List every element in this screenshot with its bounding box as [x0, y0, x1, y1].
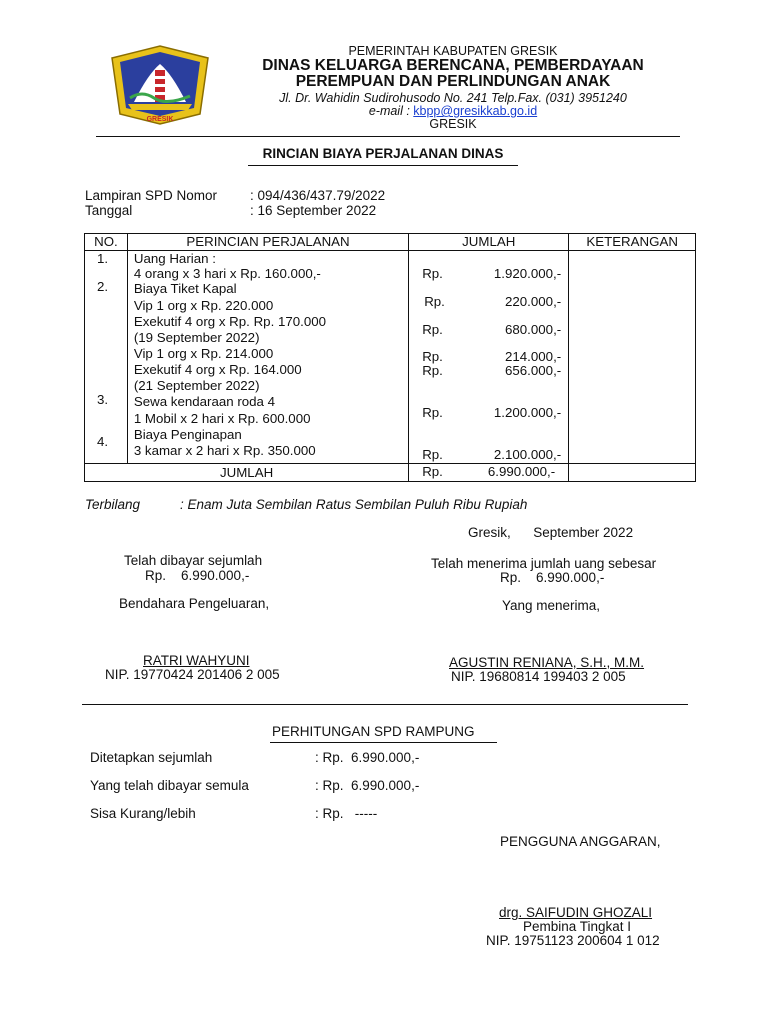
header-keterangan: KETERANGAN	[569, 234, 696, 251]
header-address: Jl. Dr. Wahidin Sudirohusodo No. 241 Telp.Fax. (031) 3951240	[279, 91, 627, 105]
total-amount: 6.990.000,-	[487, 464, 556, 479]
total-keterangan-cell	[569, 464, 696, 482]
left-sign-line1: Telah dibayar sejumlah	[124, 553, 263, 568]
detail-line: (21 September 2022)	[133, 378, 260, 393]
header-email	[230, 104, 676, 118]
header-line2: DINAS KELUARGA BERENCANA, PEMBERDAYAAN	[262, 57, 644, 74]
svg-text:GRESIK: GRESIK	[146, 116, 174, 123]
rampung-value: : Rp. 6.990.000,-	[315, 750, 420, 765]
rampung-value: : Rp. 6.990.000,-	[315, 778, 420, 793]
detail-line: Exekutif 4 org x Rp. 164.000	[133, 362, 302, 377]
tanggal-value: : 16 September 2022	[250, 203, 377, 218]
right-sign-line2: Rp. 6.990.000,-	[500, 570, 605, 585]
currency-label: Rp.	[422, 405, 443, 420]
row-number: 3.	[97, 392, 109, 407]
detail-line: Exekutif 4 org x Rp. Rp. 170.000	[133, 314, 327, 329]
rampung-label: Yang telah dibayar semula	[90, 778, 249, 793]
amount-value: 1.920.000,-	[493, 266, 562, 281]
total-currency: Rp.	[422, 464, 443, 479]
left-sign-nip: NIP. 19770424 201406 2 005	[105, 667, 280, 682]
row-number: 1.	[97, 251, 109, 266]
lampiran-label: Lampiran SPD Nomor	[85, 188, 218, 203]
detail-line: Vip 1 org x Rp. 214.000	[133, 346, 274, 361]
row-number: 4.	[97, 434, 109, 449]
rampung-value: : Rp. -----	[315, 806, 378, 821]
header-perincian: PERINCIAN PERJALANAN	[127, 234, 408, 251]
detail-line: 1 Mobil x 2 hari x Rp. 600.000	[133, 411, 311, 426]
tanggal-label: Tanggal	[85, 203, 133, 218]
amount-value: 214.000,-	[505, 349, 562, 364]
header-divider	[96, 136, 680, 137]
terbilang-value: : Enam Juta Sembilan Ratus Sembilan Puluh Ribu Rupiah	[180, 497, 528, 512]
header-line3: PEREMPUAN DAN PERLINDUNGAN ANAK	[295, 73, 611, 90]
detail-line: Sewa kendaraan roda 4	[133, 394, 276, 409]
pengguna-name: drg. SAIFUDIN GHOZALI	[499, 905, 653, 920]
detail-line: Uang Harian :	[133, 251, 216, 266]
detail-line: (19 September 2022)	[133, 330, 260, 345]
right-sign-role: Yang menerima,	[502, 598, 601, 613]
left-sign-name: RATRI WAHYUNI	[143, 653, 250, 668]
lampiran-value: : 094/436/437.79/2022	[250, 188, 386, 203]
details-cell	[127, 251, 408, 464]
title-underline	[248, 165, 518, 166]
cost-table	[84, 233, 696, 482]
pengguna-nip: NIP. 19751123 200604 1 012	[486, 933, 660, 948]
terbilang-label: Terbilang	[85, 497, 141, 512]
left-sign-role: Bendahara Pengeluaran,	[119, 596, 270, 611]
pengguna-role: PENGGUNA ANGGARAN,	[500, 834, 661, 849]
detail-line: Biaya Penginapan	[133, 427, 242, 442]
header-jumlah: JUMLAH	[409, 234, 569, 251]
detail-line: 4 orang x 3 hari x Rp. 160.000,-	[133, 266, 321, 281]
currency-label: Rp.	[424, 294, 445, 309]
amount-value: 2.100.000,-	[493, 447, 562, 462]
total-label-cell: JUMLAH	[85, 464, 409, 482]
currency-label: Rp.	[422, 447, 443, 462]
section-divider	[82, 704, 688, 705]
email-label: e-mail :	[368, 104, 414, 118]
detail-line: Vip 1 org x Rp. 220.000	[133, 298, 274, 313]
header-line1: PEMERINTAH KABUPATEN GRESIK	[348, 44, 558, 58]
detail-line: 3 kamar x 2 hari x Rp. 350.000	[133, 443, 316, 458]
amount-value: 680.000,-	[505, 322, 562, 337]
rampung-label: Ditetapkan sejumlah	[90, 750, 213, 765]
amount-value: 656.000,-	[505, 363, 562, 378]
gresik-logo	[108, 44, 212, 126]
numbers-cell	[85, 251, 128, 464]
currency-label: Rp.	[422, 322, 443, 337]
currency-label: Rp.	[422, 363, 443, 378]
email-link[interactable]: kbpp@gresikkab.go.id	[413, 104, 538, 118]
row-number: 2.	[97, 279, 109, 294]
place-date: Gresik, September 2022	[468, 525, 634, 540]
currency-label: Rp.	[422, 266, 443, 281]
amount-value: 1.200.000,-	[493, 405, 562, 420]
keterangan-cell	[569, 251, 696, 464]
pengguna-rank: Pembina Tingkat I	[523, 919, 632, 934]
currency-label: Rp.	[422, 349, 443, 364]
right-sign-nip: NIP. 19680814 199403 2 005	[451, 669, 626, 684]
rampung-underline	[270, 742, 497, 743]
amounts-cell	[409, 251, 569, 464]
rampung-title: PERHITUNGAN SPD RAMPUNG	[272, 724, 475, 739]
right-sign-line1: Telah menerima jumlah uang sebesar	[431, 556, 657, 571]
detail-line: Biaya Tiket Kapal	[133, 281, 237, 296]
header-city: GRESIK	[429, 117, 477, 131]
left-sign-line2: Rp. 6.990.000,-	[145, 568, 250, 583]
header-no: NO.	[85, 234, 128, 251]
right-sign-name: AGUSTIN RENIANA, S.H., M.M.	[449, 655, 645, 670]
rampung-label: Sisa Kurang/lebih	[90, 806, 196, 821]
total-amount-cell	[409, 464, 569, 482]
page-title: RINCIAN BIAYA PERJALANAN DINAS	[262, 146, 504, 161]
amount-value: 220.000,-	[505, 294, 562, 309]
